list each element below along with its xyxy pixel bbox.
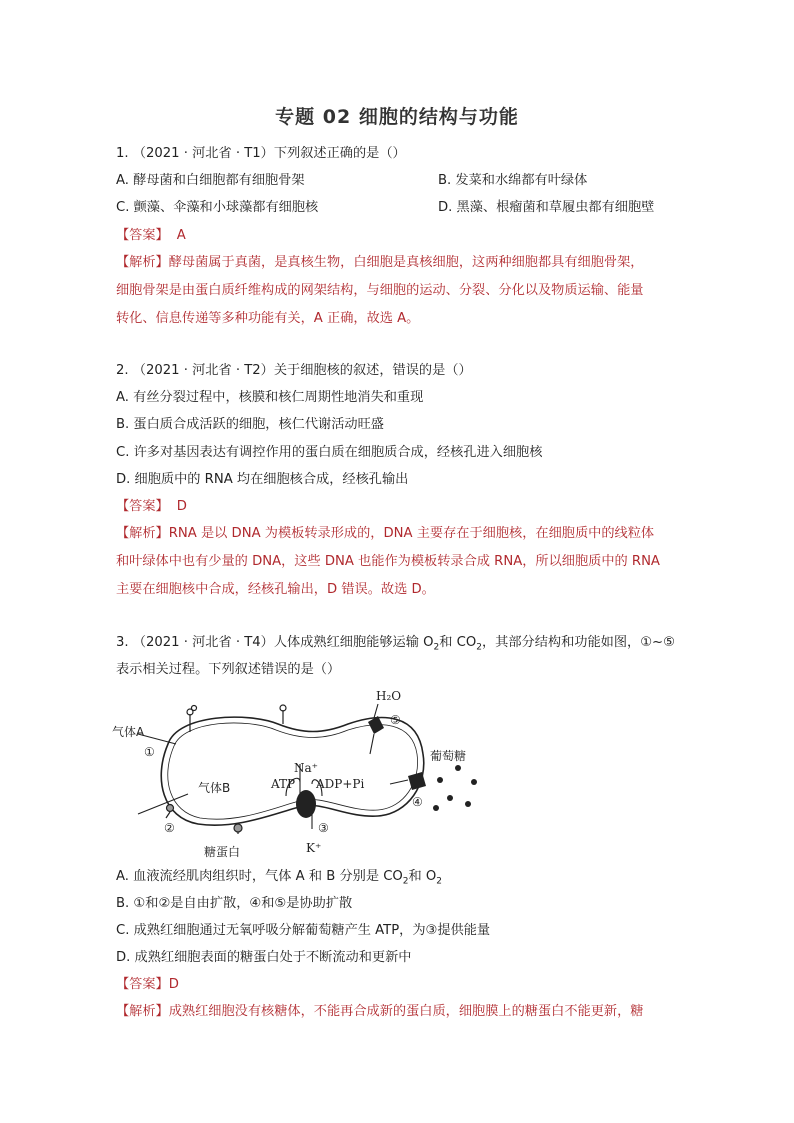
h2o-label: H₂O	[376, 689, 402, 703]
glucose-molecules	[433, 765, 477, 811]
q3-explanation-label: 【解析】	[116, 1004, 169, 1019]
glucose-label: 葡萄糖	[430, 749, 467, 763]
q1-explanation-line: 转化、信息传递等多种功能有关，A 正确，故选 A。	[116, 311, 420, 326]
q2-option-a: A. 有丝分裂过程中，核膜和核仁周期性地消失和重现	[116, 390, 424, 405]
subscript: 2	[402, 876, 409, 887]
q3-explanation	[116, 998, 682, 1026]
atp-label: ATP	[271, 777, 296, 791]
page-title: 专题 02 细胞的结构与功能	[275, 106, 519, 128]
q3-explanation-line: 成熟红细胞没有核糖体，不能再合成新的蛋白质，细胞膜上的糖蛋白不能更新，糖	[168, 1004, 644, 1019]
q2-option-b: B. 蛋白质合成活跃的细胞，核仁代谢活动旺盛	[116, 417, 384, 432]
subscript: 2	[476, 642, 482, 653]
q3-option-a	[116, 868, 442, 886]
gas-b-label: 气体B	[198, 781, 231, 795]
q3-answer-label: 【答案】	[116, 977, 169, 992]
label-2: ②	[164, 821, 175, 835]
label-1: ①	[144, 745, 155, 759]
q3-stem-text: 和 CO	[439, 635, 477, 650]
q3-answer	[116, 976, 179, 994]
q2-stem: 2. （2021 · 河北省 · T2）关于细胞核的叙述，错误的是（）	[116, 363, 472, 378]
label-5: ⑤	[390, 713, 401, 727]
q3-option-d: D. 成熟红细胞表面的糖蛋白处于不断流动和更新中	[116, 950, 412, 965]
sodium-label: Na⁺	[294, 761, 318, 775]
subscript: 2	[436, 876, 443, 887]
q2-explanation-line: RNA 是以 DNA 为模板转录形成的，DNA 主要存在于细胞核，在细胞质中的线粒体	[168, 526, 655, 541]
q3-stem-text: ，其部分结构和功能如图，①~⑤	[481, 635, 675, 650]
q2-explanation-line: 和叶绿体中也有少量的 DNA，这些 DNA 也能作为模板转录合成 RNA，所以细胞质中的 RNA	[116, 554, 660, 569]
q2-explanation-label: 【解析】	[116, 526, 169, 541]
q3-answer-value: D	[168, 977, 179, 992]
q2-explanation-line: 主要在细胞核中合成，经核孔输出，D 错误。故选 D。	[116, 582, 435, 597]
label-3: ③	[318, 821, 329, 835]
q1-answer	[116, 227, 186, 245]
q3-stem-line1	[116, 634, 675, 652]
q2-answer-label: 【答案】	[116, 499, 169, 514]
q3-stem-line2: 表示相关过程。下列叙述错误的是（）	[116, 662, 341, 677]
glycoprotein-label: 糖蛋白	[204, 845, 241, 859]
potassium-label: K⁺	[306, 841, 322, 855]
q1-explanation-line: 细胞骨架是由蛋白质纤维构成的网架结构，与细胞的运动、分裂、分化以及物质运输、能量	[116, 283, 644, 298]
subscript: 2	[433, 642, 440, 653]
glycoprotein-marks	[166, 705, 286, 834]
q1-option-a: A. 酵母菌和白细胞都有细胞骨架	[116, 173, 305, 188]
q3-option-a-text: A. 血液流经肌肉组织时，气体 A 和 B 分别是 CO	[116, 869, 403, 884]
q1-answer-value: A	[176, 228, 186, 243]
q1-explanation	[116, 249, 682, 333]
q1-answer-label: 【答案】	[116, 228, 169, 243]
label-4: ④	[412, 795, 423, 809]
q3-option-b: B. ①和②是自由扩散，④和⑤是协助扩散	[116, 896, 353, 911]
q1-option-b: B. 发菜和水绵都有叶绿体	[438, 173, 588, 188]
adp-label: ADP+Pi	[316, 777, 365, 791]
cell-membrane-inner	[168, 723, 418, 819]
q1-explanation-line: 酵母菌属于真菌，是真核生物，白细胞是真核细胞，这两种细胞都具有细胞骨架，	[168, 255, 644, 270]
q2-option-c: C. 许多对基因表达有调控作用的蛋白质在细胞质合成，经核孔进入细胞核	[116, 445, 543, 460]
q2-explanation	[116, 520, 682, 604]
red-blood-cell-diagram	[108, 684, 508, 864]
q2-answer-value: D	[176, 499, 187, 514]
q1-stem: 1. （2021 · 河北省 · T1）下列叙述正确的是（）	[116, 146, 406, 161]
q2-answer	[116, 498, 187, 516]
q2-option-d: D. 细胞质中的 RNA 均在细胞核合成，经核孔输出	[116, 472, 409, 487]
sodium-potassium-pump	[296, 790, 316, 818]
q1-option-d: D. 黑藻、根瘤菌和草履虫都有细胞壁	[438, 200, 655, 215]
q3-option-c: C. 成熟红细胞通过无氧呼吸分解葡萄糖产生 ATP，为③提供能量	[116, 923, 491, 938]
q1-option-c: C. 颤藻、伞藻和小球藻都有细胞核	[116, 200, 319, 215]
q1-explanation-label: 【解析】	[116, 255, 169, 270]
q3-option-a-text: 和 O	[408, 869, 437, 884]
gas-a-label: 气体A	[112, 725, 145, 739]
q3-stem-text: 3. （2021 · 河北省 · T4）人体成熟红细胞能够运输 O	[116, 635, 434, 650]
